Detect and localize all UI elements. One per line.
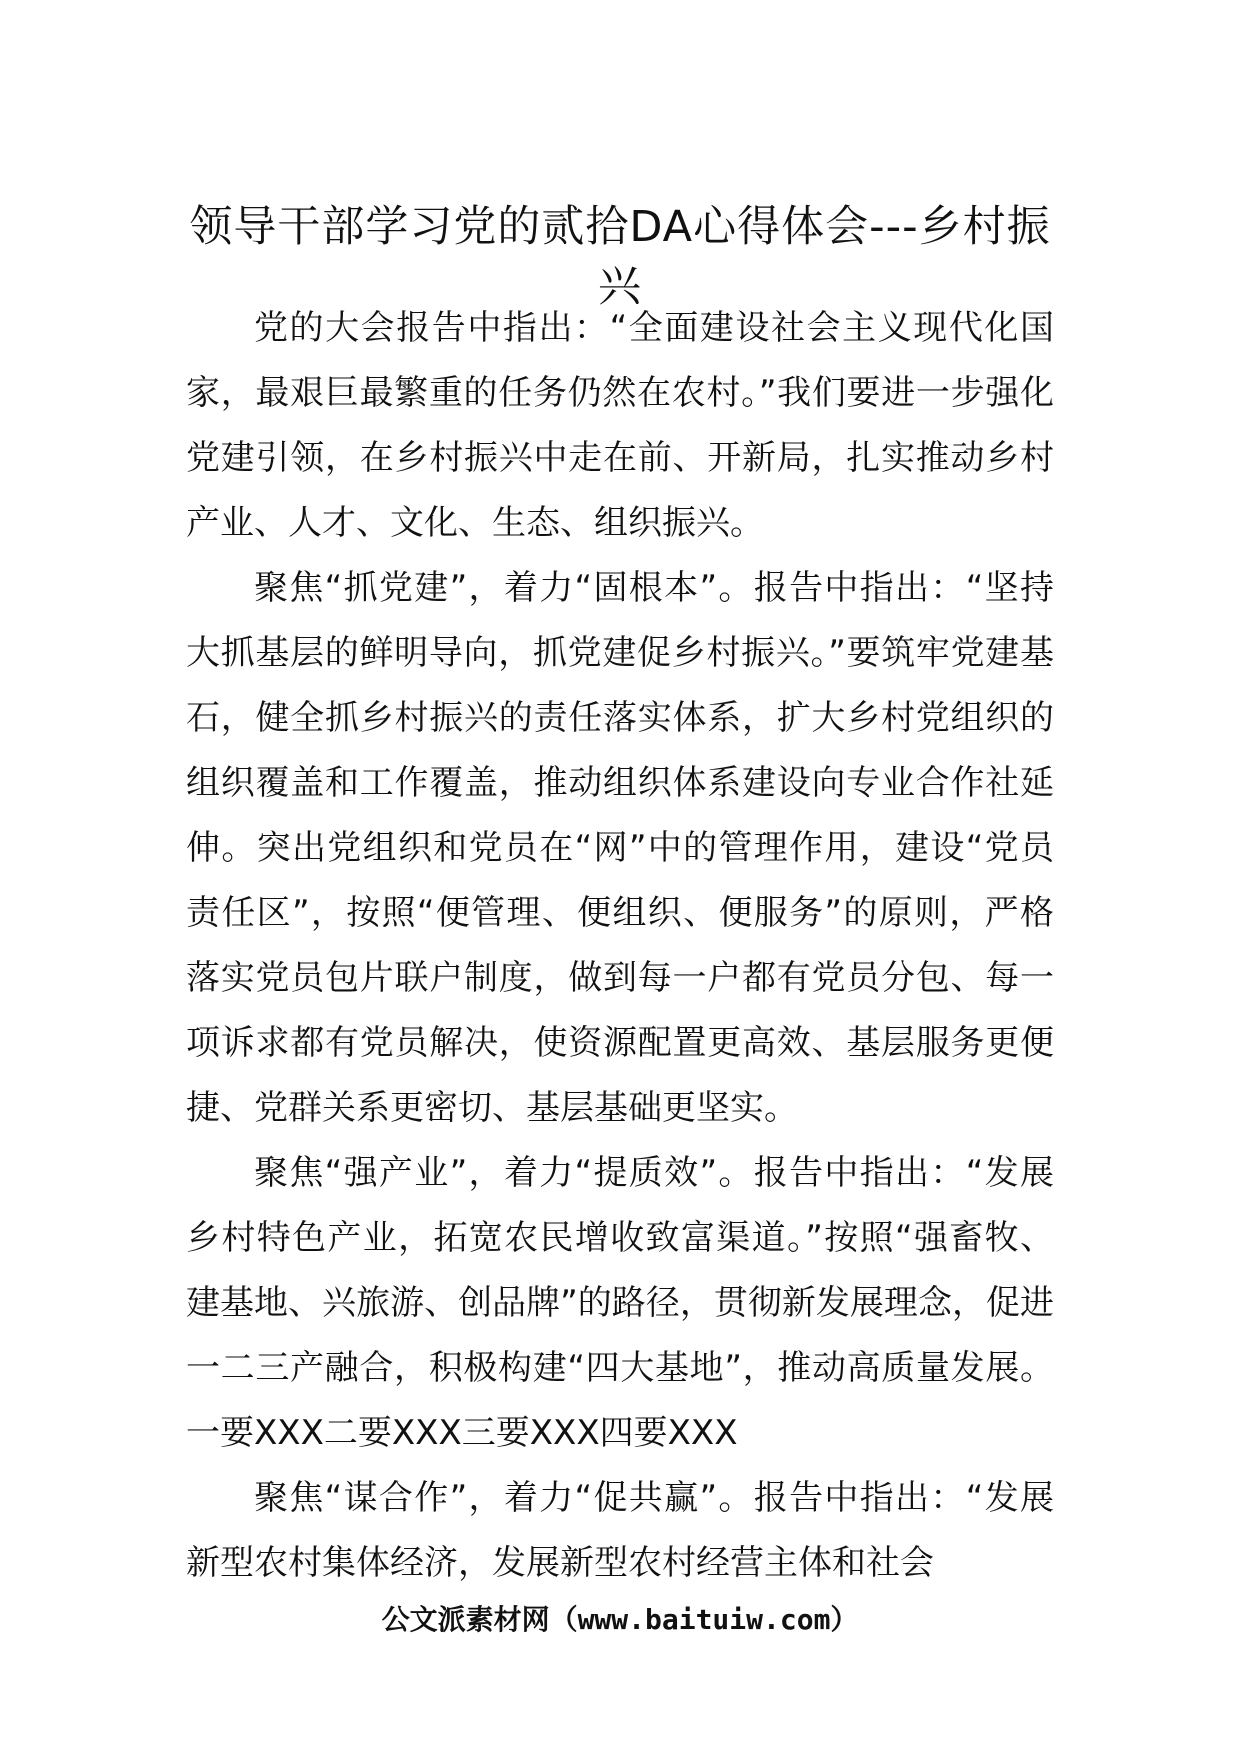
- document-body: [186, 296, 1054, 1596]
- paragraph-intro: 党的大会报告中指出：“全面建设社会主义现代化国家，最艰巨最繁重的任务仍然在农村。”我们要进一步强化党建引领，在乡村振兴中走在前、开新局，扎实推动乡村产业、人才、文化、生态、组织振兴。: [186, 308, 1054, 543]
- paragraph-party-building: 聚焦“抓党建”，着力“固根本”。报告中指出：“坚持大抓基层的鲜明导向，抓党建促乡村振兴。”要筑牢党建基石，健全抓乡村振兴的责任落实体系，扩大乡村党组织的组织覆盖和工作覆盖，推动组织体系建设向专业合作社延伸。突出党组织和党员在“网”中的管理作用，建设“党员责任区”，按照“便管理、便组织、便服务”的原则，严格落实党员包片联户制度，做到每一户都有党员分包、每一项诉求都有党员解决，使资源配置更高效、基层服务更便捷、党群关系更密切、基层基础更坚实。: [186, 568, 1054, 1128]
- paragraph-cooperation: 聚焦“谋合作”，着力“促共赢”。报告中指出：“发展新型农村集体经济，发展新型农村经营主体和社会: [186, 1478, 1054, 1583]
- paragraph-industry: 聚焦“强产业”，着力“提质效”。报告中指出：“发展乡村特色产业，拓宽农民增收致富渠道。”按照“强畜牧、建基地、兴旅游、创品牌”的路径，贯彻新发展理念，促进一二三产融合，积极构建“四大基地”，推动高质量发展。一要XXX二要XXX三要XXX四要XXX: [186, 1153, 1054, 1453]
- footer-watermark-text: 公文派素材网（www.baituiw.com）: [381, 1603, 859, 1636]
- document-title: 领导干部学习党的贰拾DA心得体会---乡村振兴: [189, 201, 1051, 312]
